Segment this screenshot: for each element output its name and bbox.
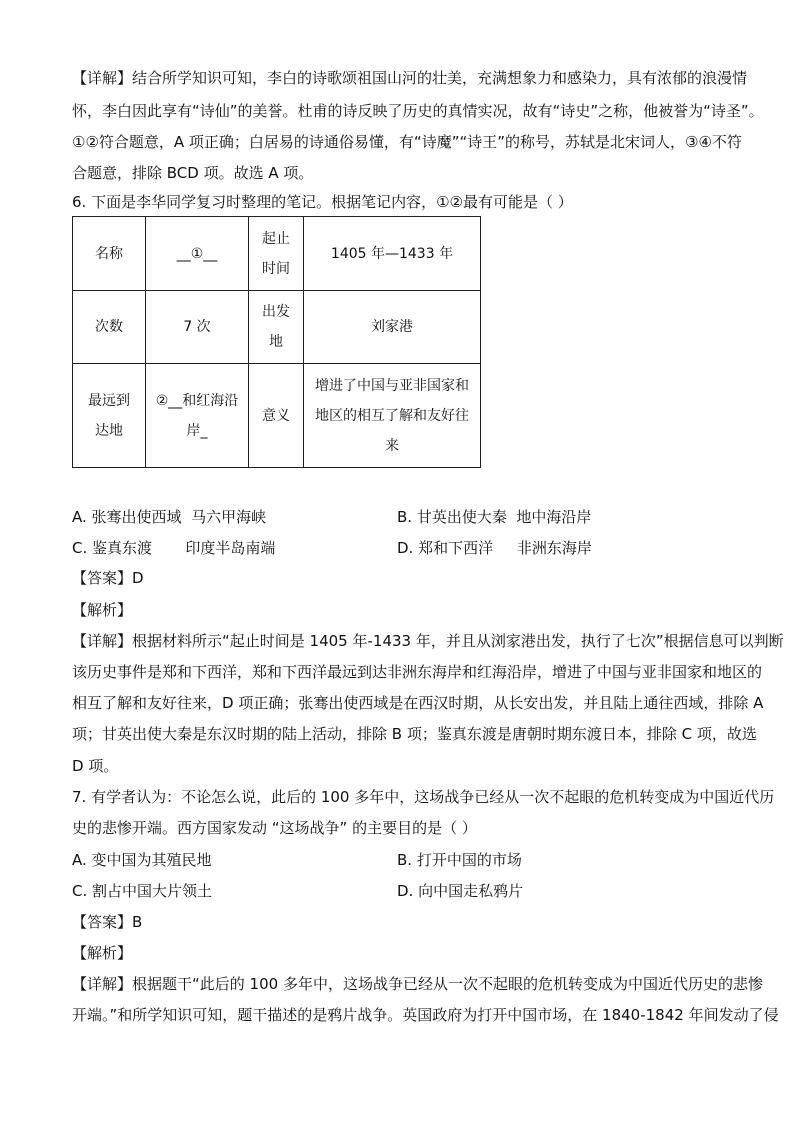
cell-count-label: 次数 bbox=[73, 291, 146, 364]
notes-table-row bbox=[73, 291, 481, 364]
q5-detail-line-3: ①②符合题意，A 项正确；白居易的诗通俗易懂，有“诗魔”“诗王”的称号，苏轼是北宋词人，③④不符 bbox=[72, 133, 742, 151]
q6-detail-line-4: 项；甘英出使大秦是东汉时期的陆上活动，排除 B 项；鉴真东渡是唐朝时期东渡日本，排除 C 项，故选 bbox=[72, 725, 757, 743]
q6-analysis-label: 【解析】 bbox=[72, 601, 133, 619]
cell-name-blank: __①__ bbox=[146, 217, 249, 291]
cell-significance-label: 意义 bbox=[249, 364, 304, 468]
q6-detail-line-2: 该历史事件是郑和下西洋，郑和下西洋最远到达非洲东海岸和红海沿岸，增进了中国与亚非国家和地区的 bbox=[72, 663, 763, 681]
q6-option-b[interactable]: B. 甘英出使大秦 地中海沿岸 bbox=[397, 508, 592, 526]
q7-answer: 【答案】B bbox=[72, 913, 143, 931]
q5-detail-line-4: 合题意，排除 BCD 项。故选 A 项。 bbox=[72, 164, 314, 182]
q5-detail-line-1: 【详解】结合所学知识可知，李白的诗歌颂祖国山河的壮美，充满想象力和感染力，具有浓郁的浪漫情 bbox=[72, 69, 748, 87]
cell-count-value: 7 次 bbox=[146, 291, 249, 364]
q6-detail-line-3: 相互了解和友好往来，D 项正确；张骞出使西域是在西汉时期，从长安出发，并且陆上通往西域，排除 A bbox=[72, 694, 764, 712]
notes-table bbox=[72, 216, 481, 468]
cell-period-value: 1405 年—1433 年 bbox=[304, 217, 481, 291]
q6-stem: 6. 下面是李华同学复习时整理的笔记。根据笔记内容，①②最有可能是（ ） bbox=[72, 193, 573, 211]
notes-table-row bbox=[73, 217, 481, 291]
q6-option-a[interactable]: A. 张骞出使西域 马六甲海峡 bbox=[72, 508, 267, 526]
q7-option-b[interactable]: B. 打开中国的市场 bbox=[397, 851, 522, 869]
q5-detail-line-2: 怀，李白因此享有“诗仙”的美誉。杜甫的诗反映了历史的真情实况，故有“诗史”之称，他被誉为“诗圣”。 bbox=[72, 102, 764, 120]
q7-stem-line-2: 史的悲惨开端。西方国家发动 “这场战争” 的主要目的是（ ） bbox=[72, 819, 477, 837]
cell-name-label: 名称 bbox=[73, 217, 146, 291]
q6-answer: 【答案】D bbox=[72, 569, 144, 587]
q7-option-d[interactable]: D. 向中国走私鸦片 bbox=[397, 882, 524, 900]
q7-analysis-label: 【解析】 bbox=[72, 944, 133, 962]
cell-farthest-label: 最远到 达地 bbox=[73, 364, 146, 468]
cell-departure-value: 刘家港 bbox=[304, 291, 481, 364]
q7-stem-line-1: 7. 有学者认为：不论怎么说，此后的 100 多年中，这场战争已经从一次不起眼的危机转变成为中国近代历 bbox=[72, 788, 775, 806]
q6-detail-line-5: D 项。 bbox=[72, 757, 119, 775]
q7-option-c[interactable]: C. 割占中国大片领土 bbox=[72, 882, 213, 900]
q6-detail-line-1: 【详解】根据材料所示“起止时间是 1405 年-1433 年，并且从浏家港出发，执行了七次”根据信息可以判断 bbox=[72, 632, 784, 650]
cell-departure-label: 出发 地 bbox=[249, 291, 304, 364]
q7-detail-line-1: 【详解】根据题干“此后的 100 多年中，这场战争已经从一次不起眼的危机转变成为中国近代历史的悲惨 bbox=[72, 975, 763, 993]
q7-option-a[interactable]: A. 变中国为其殖民地 bbox=[72, 851, 212, 869]
cell-farthest-blank: ②__和红海沿 岸_ bbox=[146, 364, 249, 468]
cell-significance-value: 增进了中国与亚非国家和 地区的相互了解和友好往 来 bbox=[304, 364, 481, 468]
q6-option-c[interactable]: C. 鉴真东渡 印度半岛南端 bbox=[72, 539, 276, 557]
q7-detail-line-2: 开端。”和所学知识可知，题干描述的是鸦片战争。英国政府为打开中国市场，在 1840-1842 年间发动了侵 bbox=[72, 1006, 779, 1024]
q6-option-d[interactable]: D. 郑和下西洋 非洲东海岸 bbox=[397, 539, 592, 557]
cell-period-label: 起止 时间 bbox=[249, 217, 304, 291]
notes-table-row bbox=[73, 364, 481, 468]
